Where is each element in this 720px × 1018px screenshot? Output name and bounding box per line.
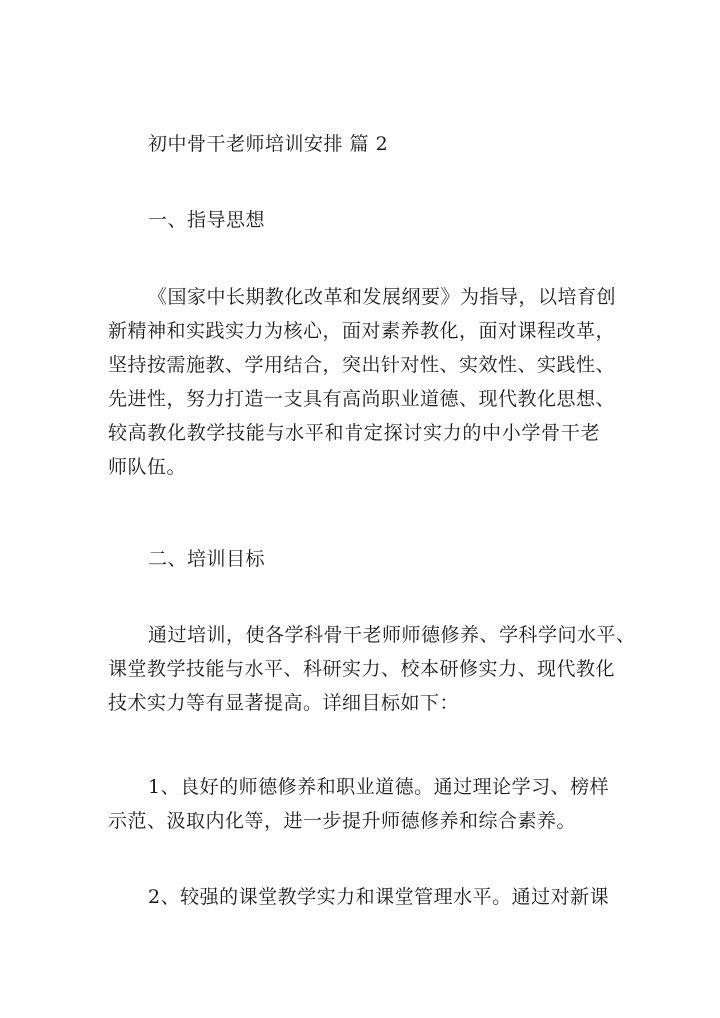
paragraph-line: 课堂教学技能与水平、科研实力、校本研修实力、现代教化 bbox=[108, 658, 616, 680]
paragraph-line: 技术实力等有显著提高。详细目标如下： bbox=[108, 692, 460, 714]
section-heading-guiding-ideology: 一、指导思想 bbox=[148, 209, 266, 231]
paragraph-line: 新精神和实践实力为核心，面对素养教化，面对课程改革， bbox=[108, 320, 616, 342]
paragraph-line: 坚持按需施教、学用结合，突出针对性、实效性、实践性、 bbox=[108, 354, 616, 376]
paragraph-line: 通过培训，使各学科骨干老师师德修养、学科学问水平、 bbox=[148, 624, 636, 646]
paragraph-line: 《国家中长期教化改革和发展纲要》为指导，以培育创 bbox=[148, 286, 617, 308]
paragraph-line: 较高教化教学技能与水平和肯定探讨实力的中小学骨干老 bbox=[108, 422, 600, 444]
document-title: 初中骨干老师培训安排 篇 2 bbox=[148, 133, 389, 155]
list-item-line: 2、较强的课堂教学实力和课堂管理水平。通过对新课 bbox=[148, 886, 610, 908]
list-item-line: 示范、汲取内化等，进一步提升师德修养和综合素养。 bbox=[108, 810, 577, 832]
section-heading-training-goals: 二、培训目标 bbox=[148, 548, 266, 570]
list-item-line: 1、良好的师德修养和职业道德。通过理论学习、榜样 bbox=[148, 776, 610, 798]
paragraph-line: 师队伍。 bbox=[108, 456, 187, 478]
paragraph-line: 先进性，努力打造一支具有高尚职业道德、现代教化思想、 bbox=[108, 388, 616, 410]
